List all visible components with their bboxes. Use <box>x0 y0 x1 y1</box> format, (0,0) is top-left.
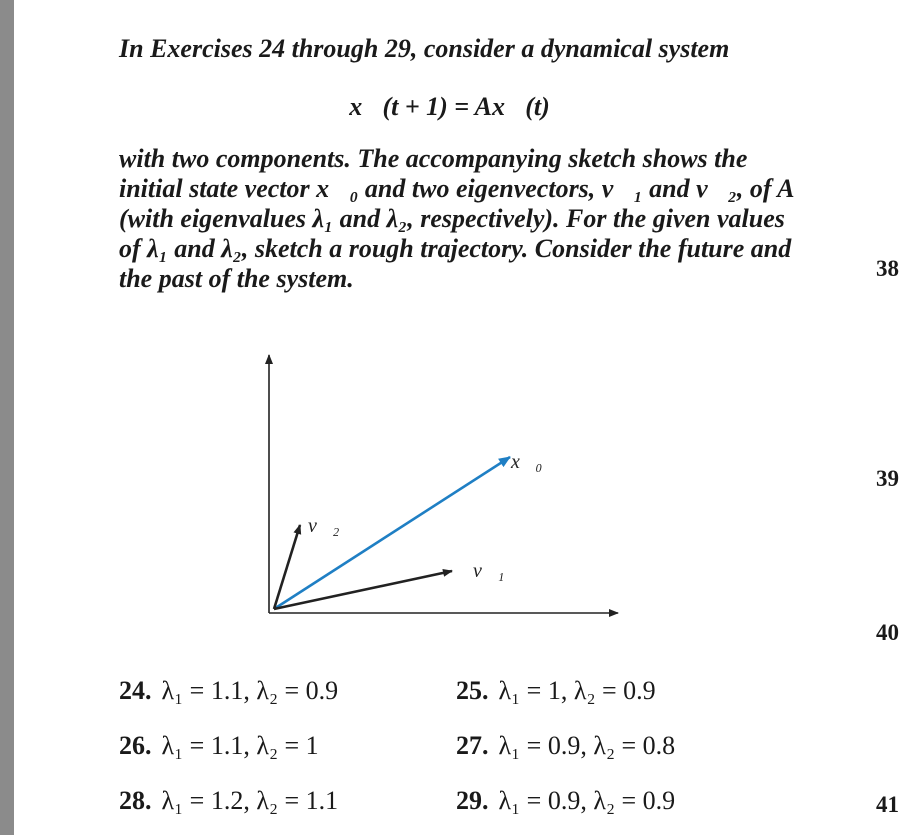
exercise-values: λ₁ = 0.9, λ₂ = 0.9 <box>498 786 676 815</box>
margin-number-41: 41 <box>876 792 899 817</box>
exercise-number: 26. <box>119 731 152 760</box>
problem-description: with two components. The accompanying sketch shows the initial state vector x⃗₀ and two eigenvectors, v⃗₁ and v⃗₂, of A (with eigenvalues λ₁ and λ₂, respectively). For the given values of λ₁ and λ₂, sketch a rough trajectory. Consider the future and the past of the system. <box>119 144 794 293</box>
exercise-28 <box>119 786 338 816</box>
exercise-26 <box>119 731 319 761</box>
x0-label: x⃗₀ <box>511 451 543 473</box>
exercise-values: λ₁ = 1.1, λ₂ = 0.9 <box>161 676 339 705</box>
exercise-24 <box>119 676 338 706</box>
intro-text: In Exercises 24 through 29, consider a dynamical system <box>119 34 730 63</box>
exercise-number: 29. <box>456 786 489 815</box>
exercise-25 <box>456 676 656 706</box>
v2-vector <box>274 525 300 609</box>
exercise-number: 24. <box>119 676 152 705</box>
exercise-29 <box>456 786 675 816</box>
exercise-values: λ₁ = 1, λ₂ = 0.9 <box>498 676 656 705</box>
eigenvector-sketch <box>230 335 650 635</box>
exercise-number: 27. <box>456 731 489 760</box>
v1-label: v⃗₁ <box>473 560 505 582</box>
left-scrollbar-edge <box>0 0 14 835</box>
exercise-values: λ₁ = 0.9, λ₂ = 0.8 <box>498 731 676 760</box>
margin-number-38: 38 <box>876 256 899 281</box>
exercise-number: 28. <box>119 786 152 815</box>
exercise-values: λ₁ = 1.2, λ₂ = 1.1 <box>161 786 339 815</box>
v2-label: v⃗₂ <box>308 515 340 537</box>
v1-vector <box>274 571 452 609</box>
system-equation: x⃗(t + 1) = Ax⃗(t) <box>349 92 550 121</box>
exercise-values: λ₁ = 1.1, λ₂ = 1 <box>161 731 319 760</box>
margin-number-40: 40 <box>876 620 899 645</box>
exercise-27 <box>456 731 675 761</box>
exercise-number: 25. <box>456 676 489 705</box>
margin-number-39: 39 <box>876 466 899 491</box>
